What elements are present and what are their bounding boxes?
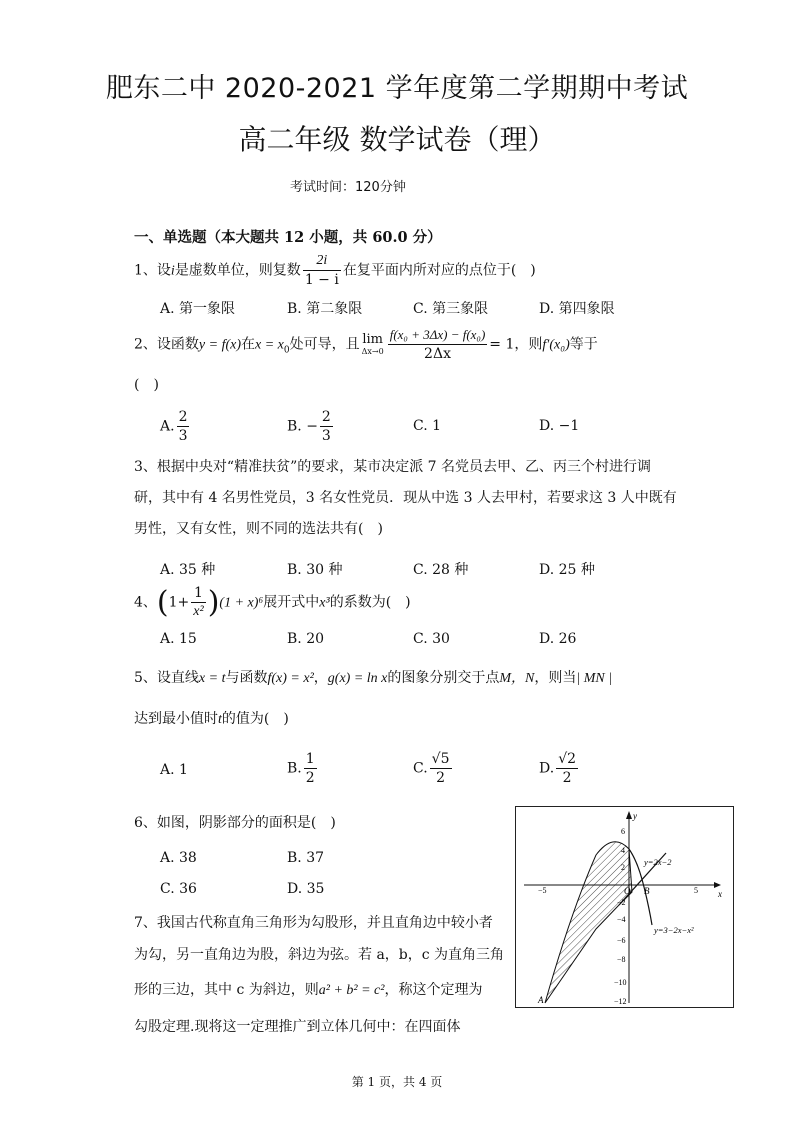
x-tick-m5: −5 bbox=[538, 886, 547, 895]
question-1: 1、设i是虚数单位，则复数 $\frac{2i}{1 - i}$ 在复平面内所对应的点位于( ) bbox=[134, 253, 536, 288]
x-tick-5: 5 bbox=[694, 886, 698, 895]
graph-figure bbox=[515, 806, 734, 1008]
q5-option-b: B. $\frac{1}{2}$ bbox=[287, 751, 315, 786]
y-tick-m10: −10 bbox=[614, 978, 627, 987]
origin-label: O bbox=[624, 886, 631, 896]
q4-option-b: B. 20 bbox=[287, 631, 325, 647]
q3-option-a: A. 35 种 bbox=[160, 562, 216, 578]
q5-option-d: D. $\frac{√2}{2}$ bbox=[539, 751, 577, 786]
q1-option-a: A. 第一象限 bbox=[160, 301, 236, 317]
question-2: 2、设函数y = f(x)在$x = x_0$处可导，且 lim Δx→0 $\frac{\text{f(x₀ + 3Δx) − f(x₀)}}{2\Delta x}$ = 1，则f′(x₀)等于 bbox=[134, 327, 598, 362]
y-tick-m8: −8 bbox=[617, 955, 626, 964]
q1-option-d: D. 第四象限 bbox=[539, 301, 615, 317]
q2-fraction: $\frac{\text{f(x₀ + 3Δx) − f(x₀)}}{2\Delta x}$ bbox=[389, 327, 486, 362]
y-axis-arrow bbox=[626, 811, 632, 819]
q1-option-c: C. 第三象限 bbox=[413, 301, 489, 317]
question-4: 4、(1+ $\frac{1}{\text{x²}}$ )(1 + x)⁶展开式中x³的系数为( ) bbox=[134, 585, 411, 620]
q5-line-2: 达到最小值时t的值为( ) bbox=[134, 711, 289, 727]
line-equation-label: y=2x−2 bbox=[644, 857, 672, 867]
q3-option-d: D. 25 种 bbox=[539, 562, 595, 578]
y-tick-6: 6 bbox=[621, 827, 625, 836]
question-5: 5、设直线x = t与函数f(x) = x²，g(x) = ln x的图象分别交于点M，N，则当| MN | bbox=[134, 670, 613, 686]
q5-option-a: A. 1 bbox=[160, 762, 188, 778]
x-axis-label: x bbox=[718, 889, 722, 899]
q4-option-a: A. 15 bbox=[160, 631, 197, 647]
question-6: 6、如图，阴影部分的面积是( ) bbox=[134, 815, 336, 831]
q2-option-a: A. $\frac{2}{3}$ bbox=[160, 409, 188, 444]
q5-option-c: C. $\frac{√5}{2}$ bbox=[413, 751, 450, 786]
exam-time: 考试时间：120分钟 bbox=[290, 180, 406, 195]
y-tick-m4: −4 bbox=[617, 915, 626, 924]
q2-limit: lim Δx→0 bbox=[361, 331, 384, 356]
y-tick-m2: −2 bbox=[617, 898, 626, 907]
q3-line-1: 3、根据中央对“精准扶贫”的要求，某市决定派 7 名党员去甲、乙、丙三个村进行调 bbox=[134, 459, 652, 475]
y-tick-m12: −12 bbox=[614, 997, 627, 1006]
q7-line-4: 勾股定理.现将这一定理推广到立体几何中：在四面体 bbox=[134, 1019, 461, 1035]
page-footer: 第 1 页，共 4 页 bbox=[351, 1075, 443, 1089]
q2-option-d: D. −1 bbox=[539, 418, 580, 434]
graph-svg bbox=[516, 807, 733, 1007]
q7-line-3: 形的三边，其中 c 为斜边，则a² + b² = c²，称这个定理为 bbox=[134, 982, 483, 998]
x-axis-arrow bbox=[714, 882, 721, 888]
q1-option-b: B. 第二象限 bbox=[287, 301, 363, 317]
q4-option-d: D. 26 bbox=[539, 631, 577, 647]
y-tick-m6: −6 bbox=[617, 936, 626, 945]
q6-option-c: C. 36 bbox=[160, 881, 197, 897]
q7-line-2: 为勾，另一直角边为股，斜边为弦。若 a，b，c 为直角三角 bbox=[134, 947, 505, 963]
q3-option-b: B. 30 种 bbox=[287, 562, 343, 578]
q3-line-3: 男性，又有女性，则不同的选法共有( ) bbox=[134, 521, 383, 537]
y-tick-2: 2 bbox=[621, 863, 625, 872]
q3-option-c: C. 28 种 bbox=[413, 562, 469, 578]
q2-option-c: C. 1 bbox=[413, 418, 442, 434]
q6-option-b: B. 37 bbox=[287, 850, 325, 866]
y-tick-4: 4 bbox=[621, 846, 625, 855]
q2-option-b: B. − $\frac{2}{3}$ bbox=[287, 409, 331, 444]
q1-fraction: $\frac{2i}{1 - i}$ bbox=[304, 253, 339, 288]
point-a-label: A bbox=[538, 995, 544, 1005]
q7-line-1: 7、我国古代称直角三角形为勾股形，并且直角边中较小者 bbox=[134, 915, 493, 931]
q6-option-d: D. 35 bbox=[287, 881, 325, 897]
curve-equation-label: y=3−2x−x² bbox=[654, 925, 694, 935]
exam-subtitle: 高二年级 数学试卷（理） bbox=[238, 123, 556, 156]
q3-line-2: 研，其中有 4 名男性党员，3 名女性党员．现从中选 3 人去甲村，若要求这 3 人中既有 bbox=[134, 490, 677, 506]
section-heading: 一、单选题（本大题共 12 小题，共 60.0 分） bbox=[134, 229, 442, 246]
y-axis-label: y bbox=[633, 811, 637, 821]
q6-option-a: A. 38 bbox=[160, 850, 197, 866]
exam-title: 肥东二中 2020-2021 学年度第二学期期中考试 bbox=[105, 73, 689, 104]
q2-paren: ( ) bbox=[134, 377, 159, 393]
point-b-label: B bbox=[644, 886, 650, 896]
q4-option-c: C. 30 bbox=[413, 631, 450, 647]
